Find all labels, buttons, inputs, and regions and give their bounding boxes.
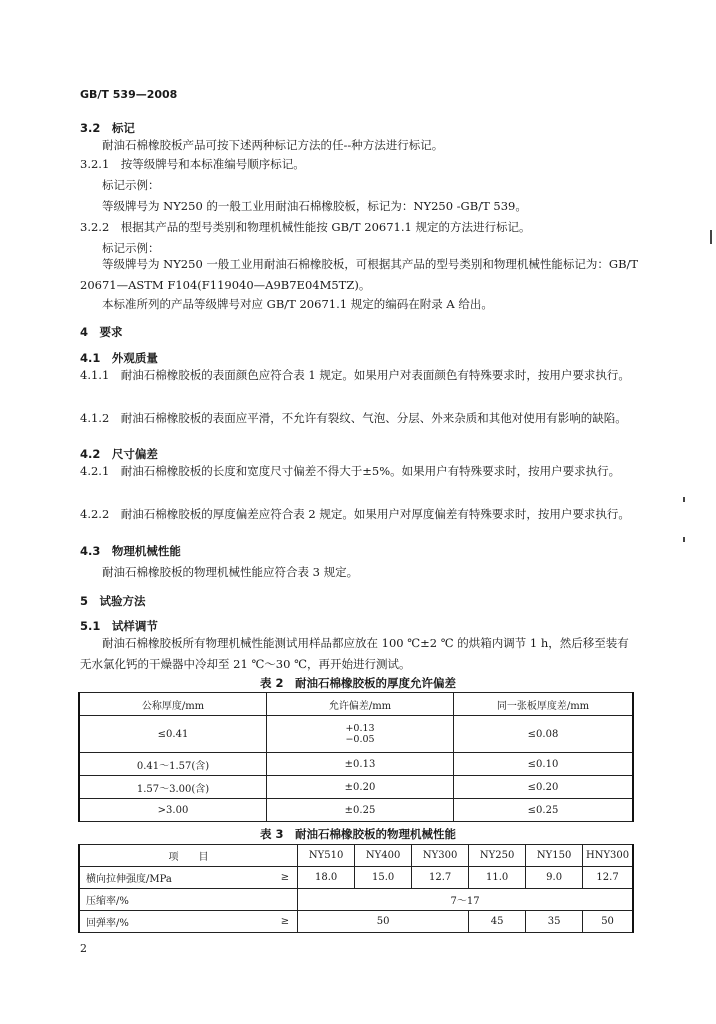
table-cell: ≤0.25 — [454, 799, 634, 822]
table-cell — [267, 716, 454, 753]
table-row — [79, 716, 633, 753]
grade-header: NY300 — [412, 845, 469, 867]
column-header: 允许偏差/mm — [267, 693, 454, 716]
section-5-heading: 5 试验方法 — [80, 594, 146, 608]
example-label-1: 标记示例： — [102, 178, 160, 192]
table-cell: ±0.20 — [267, 776, 454, 799]
section-4-1-2: 4.1.2 耐油石棉橡胶板的表面应平滑，不允许有裂纹、气泡、分层、外来杂质和其他对使用有影响的缺陷。 — [80, 411, 627, 425]
tolerance-value: +0.13 −0.05 — [345, 723, 375, 745]
section-4-1-1: 4.1.1 耐油石棉橡胶板的表面颜色应符合表 1 规定。如果用户对表面颜色有特殊要求时，按用户要求执行。 — [80, 368, 630, 382]
mechanical-properties-table — [78, 844, 634, 933]
grade-header: NY150 — [526, 845, 583, 867]
section-4-3-heading: 4.3 物理机械性能 — [80, 544, 181, 558]
table-cell: 12.7 — [412, 867, 469, 889]
table-3-caption: 表 3 耐油石棉橡胶板的物理机械性能 — [259, 827, 456, 841]
table-header-row — [79, 845, 633, 867]
table-2-caption: 表 2 耐油石棉橡胶板的厚度允许偏差 — [259, 676, 456, 690]
section-5-1-heading: 5.1 试样调节 — [80, 619, 158, 633]
table-row — [79, 776, 633, 799]
section-4-2-1: 4.2.1 耐油石棉橡胶板的长度和宽度尺寸偏差不得大于±5%。如果用户有特殊要求时，按用户要求执行。 — [80, 464, 621, 478]
scan-mark — [683, 537, 685, 542]
section-4-2-2: 4.2.2 耐油石棉橡胶板的厚度偏差应符合表 2 规定。如果用户对厚度偏差有特殊要求时，按用户要求执行。 — [80, 507, 630, 521]
section-4-1-heading: 4.1 外观质量 — [80, 351, 158, 365]
table-row — [79, 889, 633, 911]
table-cell: 45 — [469, 911, 526, 933]
table-cell: ±0.13 — [267, 753, 454, 776]
table-cell: 50 — [298, 911, 469, 933]
section-4-2-heading: 4.2 尺寸偏差 — [80, 447, 158, 461]
grade-header: NY400 — [355, 845, 412, 867]
scan-mark — [683, 497, 685, 502]
grade-header: NY510 — [298, 845, 355, 867]
item-header: 项 目 — [79, 845, 298, 867]
table-cell: ≤0.20 — [454, 776, 634, 799]
table-cell: 15.0 — [355, 867, 412, 889]
table-cell: 12.7 — [583, 867, 633, 889]
table-row — [79, 799, 633, 822]
table-cell: ≤0.10 — [454, 753, 634, 776]
table-cell: >3.00 — [79, 799, 267, 822]
table-cell: ≤0.41 — [79, 716, 267, 753]
scan-mark — [710, 230, 712, 244]
section-3-2-heading: 3.2 标记 — [80, 121, 135, 135]
table-cell: 50 — [583, 911, 633, 933]
table-row — [79, 753, 633, 776]
table-cell: ≤0.08 — [454, 716, 634, 753]
table-cell: 7～17 — [298, 889, 633, 911]
section-3-2-intro: 耐油石棉橡胶板产品可按下述两种标记方法的任--种方法进行标记。 — [102, 138, 444, 152]
example-label-2: 标记示例： — [102, 241, 160, 255]
operator — [265, 889, 298, 911]
table-cell: 1.57～3.00(含) — [79, 776, 267, 799]
section-3-2-2: 3.2.2 根据其产品的型号类别和物理机械性能按 GB/T 20671.1 规定的方法进行标记。 — [80, 220, 531, 234]
table-cell: ±0.25 — [267, 799, 454, 822]
operator: ≥ — [265, 911, 298, 933]
column-header: 同一张板厚度差/mm — [454, 693, 634, 716]
table-row — [79, 867, 633, 889]
table-cell: 0.41～1.57(含) — [79, 753, 267, 776]
grade-note: 本标准所列的产品等级牌号对应 GB/T 20671.1 规定的编码在附录 A 给出。 — [102, 297, 493, 311]
page-number: 2 — [80, 942, 87, 955]
property-label: 横向拉伸强度/MPa — [79, 867, 265, 889]
table-cell: 11.0 — [469, 867, 526, 889]
property-label: 回弹率/% — [79, 911, 265, 933]
operator: ≥ — [265, 867, 298, 889]
column-header: 公称厚度/mm — [79, 693, 267, 716]
table-header-row — [79, 693, 633, 716]
table-cell: 18.0 — [298, 867, 355, 889]
table-row — [79, 911, 633, 933]
section-3-2-1: 3.2.1 按等级牌号和本标准编号顺序标记。 — [80, 157, 305, 171]
grade-header: HNY300 — [583, 845, 633, 867]
property-label: 压缩率/% — [79, 889, 265, 911]
section-4-3-text: 耐油石棉橡胶板的物理机械性能应符合表 3 规定。 — [102, 565, 359, 579]
standard-header: GB/T 539—2008 — [80, 88, 178, 101]
grade-header: NY250 — [469, 845, 526, 867]
table-cell: 9.0 — [526, 867, 583, 889]
thickness-tolerance-table — [78, 692, 634, 822]
section-4-heading: 4 要求 — [80, 325, 123, 339]
table-cell: 35 — [526, 911, 583, 933]
example-1: 等级牌号为 NY250 的一般工业用耐油石棉橡胶板，标记为：NY250 -GB/T 539。 — [102, 199, 527, 213]
section-5-1-text: 耐油石棉橡胶板所有物理机械性能测试用样品都应放在 100 ℃±2 ℃ 的烘箱内调节 1 h，然后移至装有无水氯化钙的干燥器中冷却至 21 ℃～30 ℃，再开始进行测试。 — [80, 636, 629, 671]
example-2: 等级牌号为 NY250 一般工业用耐油石棉橡胶板，可根据其产品的型号类别和物理机械性能标记为：GB/T 20671—ASTM F104(F119040—A9B7E04M5TZ)。 — [80, 257, 639, 292]
